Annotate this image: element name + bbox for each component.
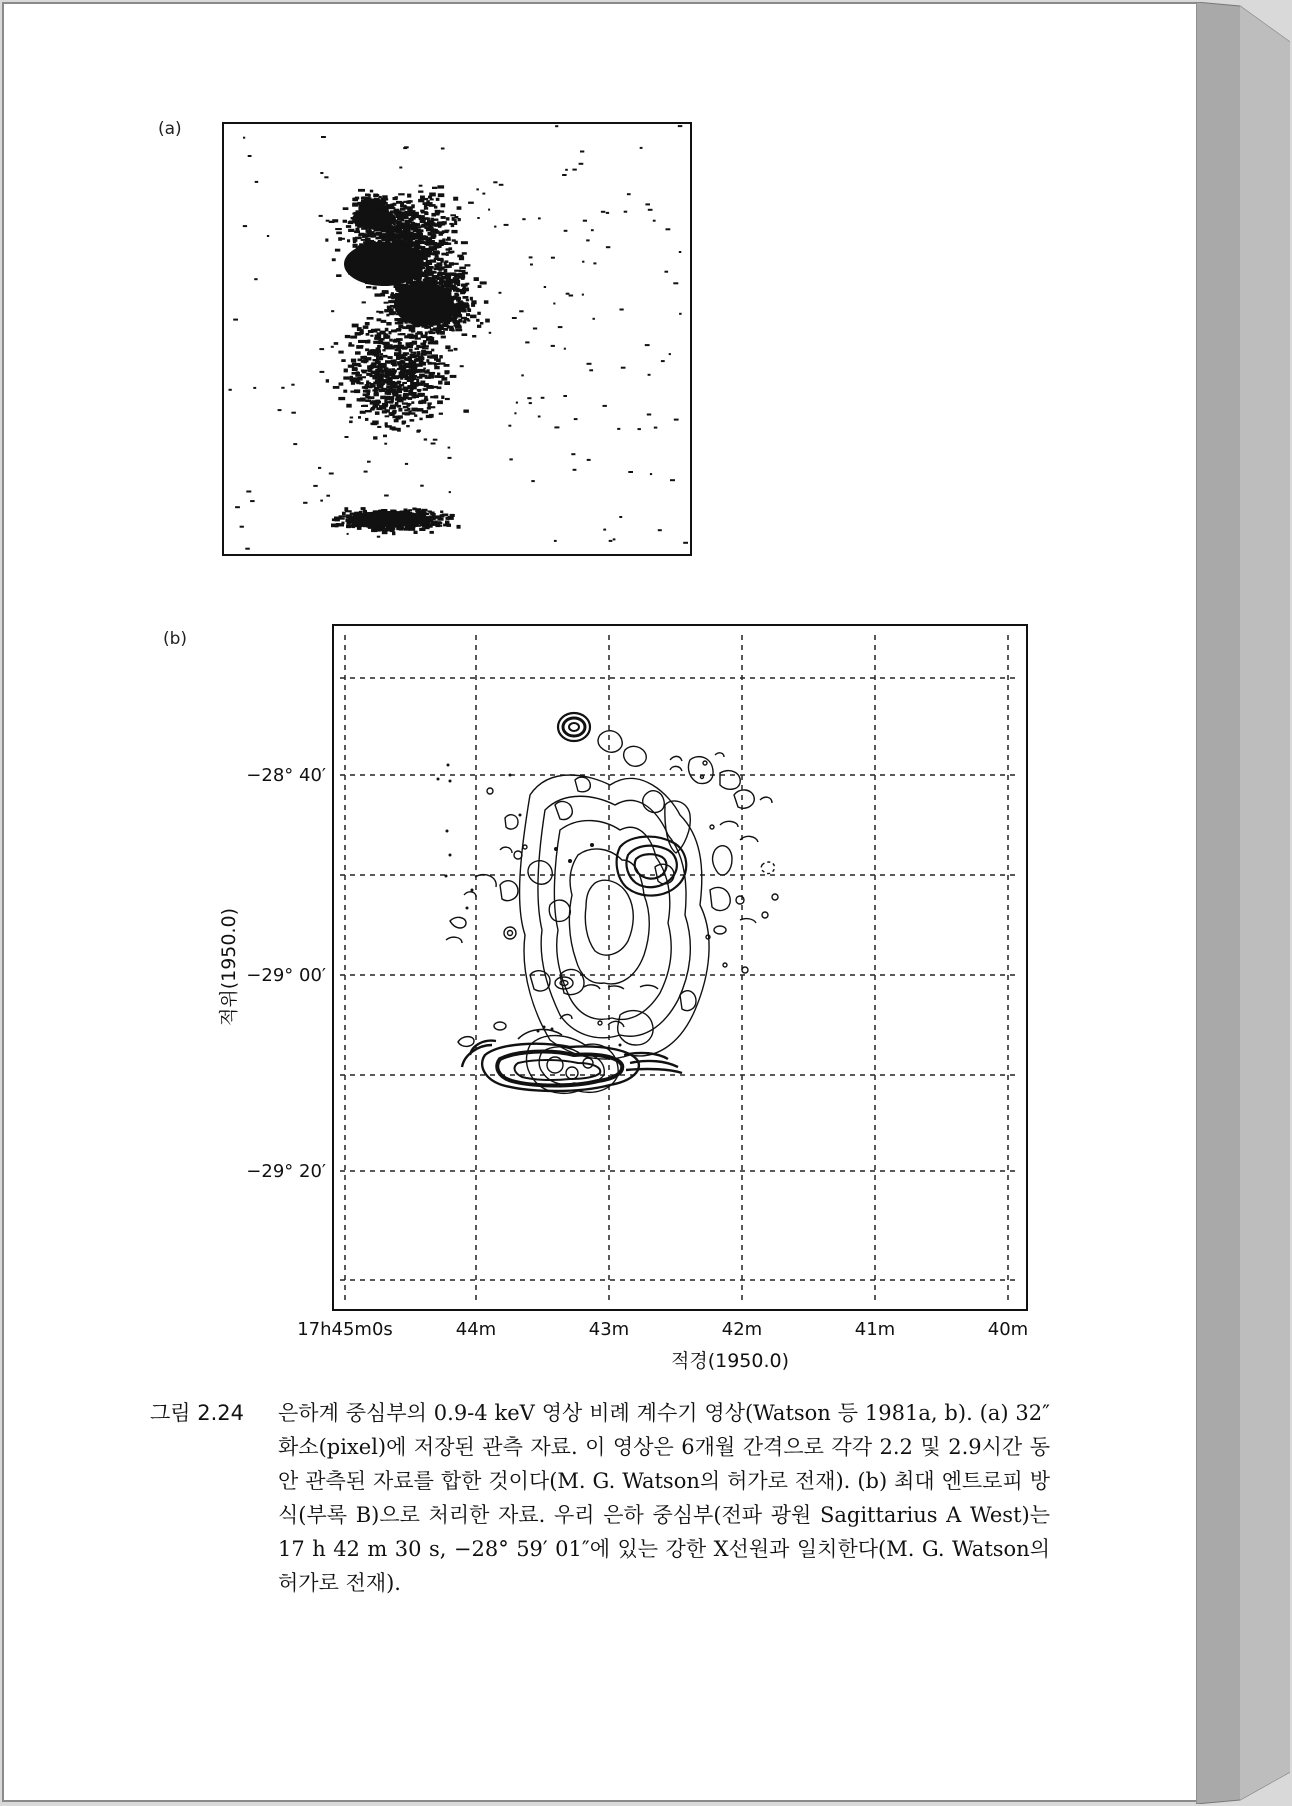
plot-frame [333,625,1027,1310]
panel-b-label: (b) [163,629,188,649]
panel-a-label: (a) [158,119,182,139]
x-tick-label: 44m [455,1319,497,1340]
y-tick-label: −29° 00′ [246,965,326,986]
xray-count-image [222,122,692,556]
x-axis-label: 적경(1950.0) [670,1350,790,1372]
photon-count-speckle [229,125,689,550]
x-tick-labels [297,1319,1028,1340]
book-spine [1196,2,1290,1804]
x-tick-label: 43m [588,1319,630,1340]
x-tick-label: 17h45m0s [297,1319,393,1340]
y-tick-label: −29° 20′ [246,1161,326,1182]
caption-text: 은하계 중심부의 0.9-4 keV 영상 비례 계수기 영상(Watson 등 1981a, b). (a) 32″ 화소(pixel)에 저장된 관측 자료. 이 영상은 6개월 간격으로 각각 2.2 및 2.9시간 동안 관측된 자료를 합한 것이다(M. G. Watson의 허가로 전재). (b) 최대 엔트로피 방식(부록 B)으로 처리한 자료. 우리 은하 중심부(전파 광원 Sagittarius A West)는 17 h 42 m 30 s, −28° 59′ 01″에 있는 강한 X선원과 일치한다(M. G. Watson의 허가로 전재). [278,1401,1050,1595]
caption-label: 그림 2.24 [150,1401,245,1425]
x-tick-label: 42m [721,1319,763,1340]
contour-map [437,713,779,1093]
x-tick-label: 41m [854,1319,896,1340]
noise-dots [437,764,622,1047]
x-tick-label: 40m [987,1319,1029,1340]
chart-grid [340,635,1020,1305]
y-tick-label: −28° 40′ [246,765,326,786]
outlying-contours [446,753,774,1047]
y-axis-label: 적위(1950.0) [218,907,240,1027]
contour-chart [200,615,1080,1375]
bright-source-north [558,713,590,741]
diffuse-emission-contours [475,731,778,1094]
bright-source-south [462,1015,682,1092]
bright-source-center [617,837,687,896]
y-tick-labels [246,765,326,1182]
